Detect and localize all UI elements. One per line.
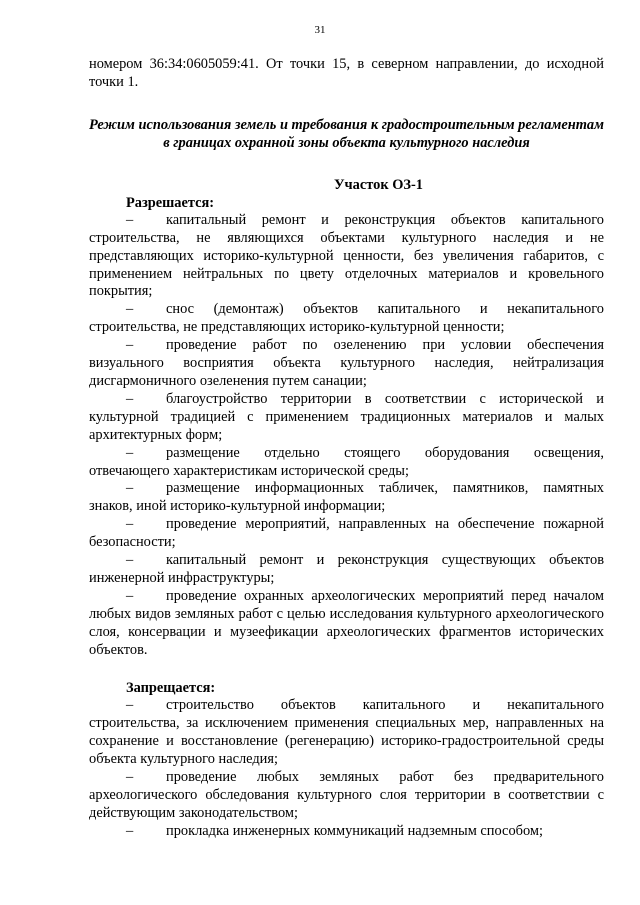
allowed-item [89,212,604,302]
prohibited-heading: Запрещается: [126,680,216,697]
dash-marker: – [126,516,134,533]
allowed-item [89,445,604,481]
dash-marker: – [126,480,134,497]
prohibited-item [89,697,604,769]
allowed-item [89,391,604,445]
prohibited-item-text: проведение любых земляных работ без предварительного археологического обследования культурного слоя территории в соответствии с действующим законодательством; [89,769,604,821]
dash-marker: – [126,301,134,318]
dash-marker: – [126,552,134,569]
allowed-item [89,516,604,552]
allowed-item-text: проведение работ по озеленению при условии обеспечения визуального восприятия объекта культурного наследия, нейтрализация дисгармоничного озеленения путем санации; [89,337,604,389]
prohibited-item-text: прокладка инженерных коммуникаций надземным способом; [166,822,543,839]
prohibited-item-text: строительство объектов капитального и некапитального строительства, за исключением применения специальных мер, направленных на сохранение и восстановление (регенерацию) историко-градостроительной среды объекта культурного наследия; [89,697,604,768]
allowed-item-text: снос (демонтаж) объектов капитального и некапитального строительства, не представляющих историко-культурной ценности; [89,301,604,336]
dash-marker: – [126,769,134,786]
allowed-item-text: размещение отдельно стоящего оборудования освещения, отвечающего характеристикам исторической среды; [89,444,604,479]
prohibited-item [89,823,604,841]
allowed-item [89,337,604,391]
allowed-item [89,588,604,660]
allowed-list [89,212,604,660]
intro-paragraph: номером 36:34:0605059:41. От точки 15, в северном направлении, до исходной точки 1. [89,56,604,90]
dash-marker: – [126,337,134,354]
allowed-item [89,301,604,337]
prohibited-item [89,769,604,823]
page-number: 31 [314,24,326,36]
dash-marker: – [126,444,134,461]
allowed-item-text: проведение охранных археологических мероприятий перед началом любых видов земляных работ с целью исследования культурного археологического слоя, консервации и музеефикации археологических фрагментов исторических объектов. [89,587,604,658]
dash-marker: – [126,697,134,714]
document-body [89,56,604,841]
allowed-item-text: благоустройство территории в соответствии с исторической и культурной традицией с применением традиционных материалов и малых архитектурных форм; [89,390,604,443]
dash-marker: – [126,211,134,228]
zone-subtitle-text: Участок ОЗ-1 [334,176,423,193]
allowed-item-text: капитальный ремонт и реконструкция существующих объектов инженерной инфраструктуры; [89,552,604,586]
section-title: Режим использования земель и требования к градостроительным регламентам в границах охранной зоны объекта культурного наследия [89,116,604,151]
allowed-heading: Разрешается: [126,194,215,211]
dash-marker: – [126,390,134,407]
dash-marker: – [126,587,134,604]
allowed-item [89,480,604,516]
allowed-item-text: капитальный ремонт и реконструкция объектов капитального строительства, не являющихся объектами культурного наследия и не представляющих историко-культурной ценности, без увеличения габаритов, с применением нейтральных по цвету отделочных материалов и кровельного покрытия; [89,211,604,300]
allowed-item-text: размещение информационных табличек, памятников, памятных знаков, иной историко-культурной информации; [89,480,604,515]
allowed-item-text: проведение мероприятий, направленных на обеспечение пожарной безопасности; [89,516,604,551]
zone-subtitle [89,176,604,194]
dash-marker: – [126,822,134,839]
prohibited-list [89,697,604,840]
allowed-item [89,552,604,588]
